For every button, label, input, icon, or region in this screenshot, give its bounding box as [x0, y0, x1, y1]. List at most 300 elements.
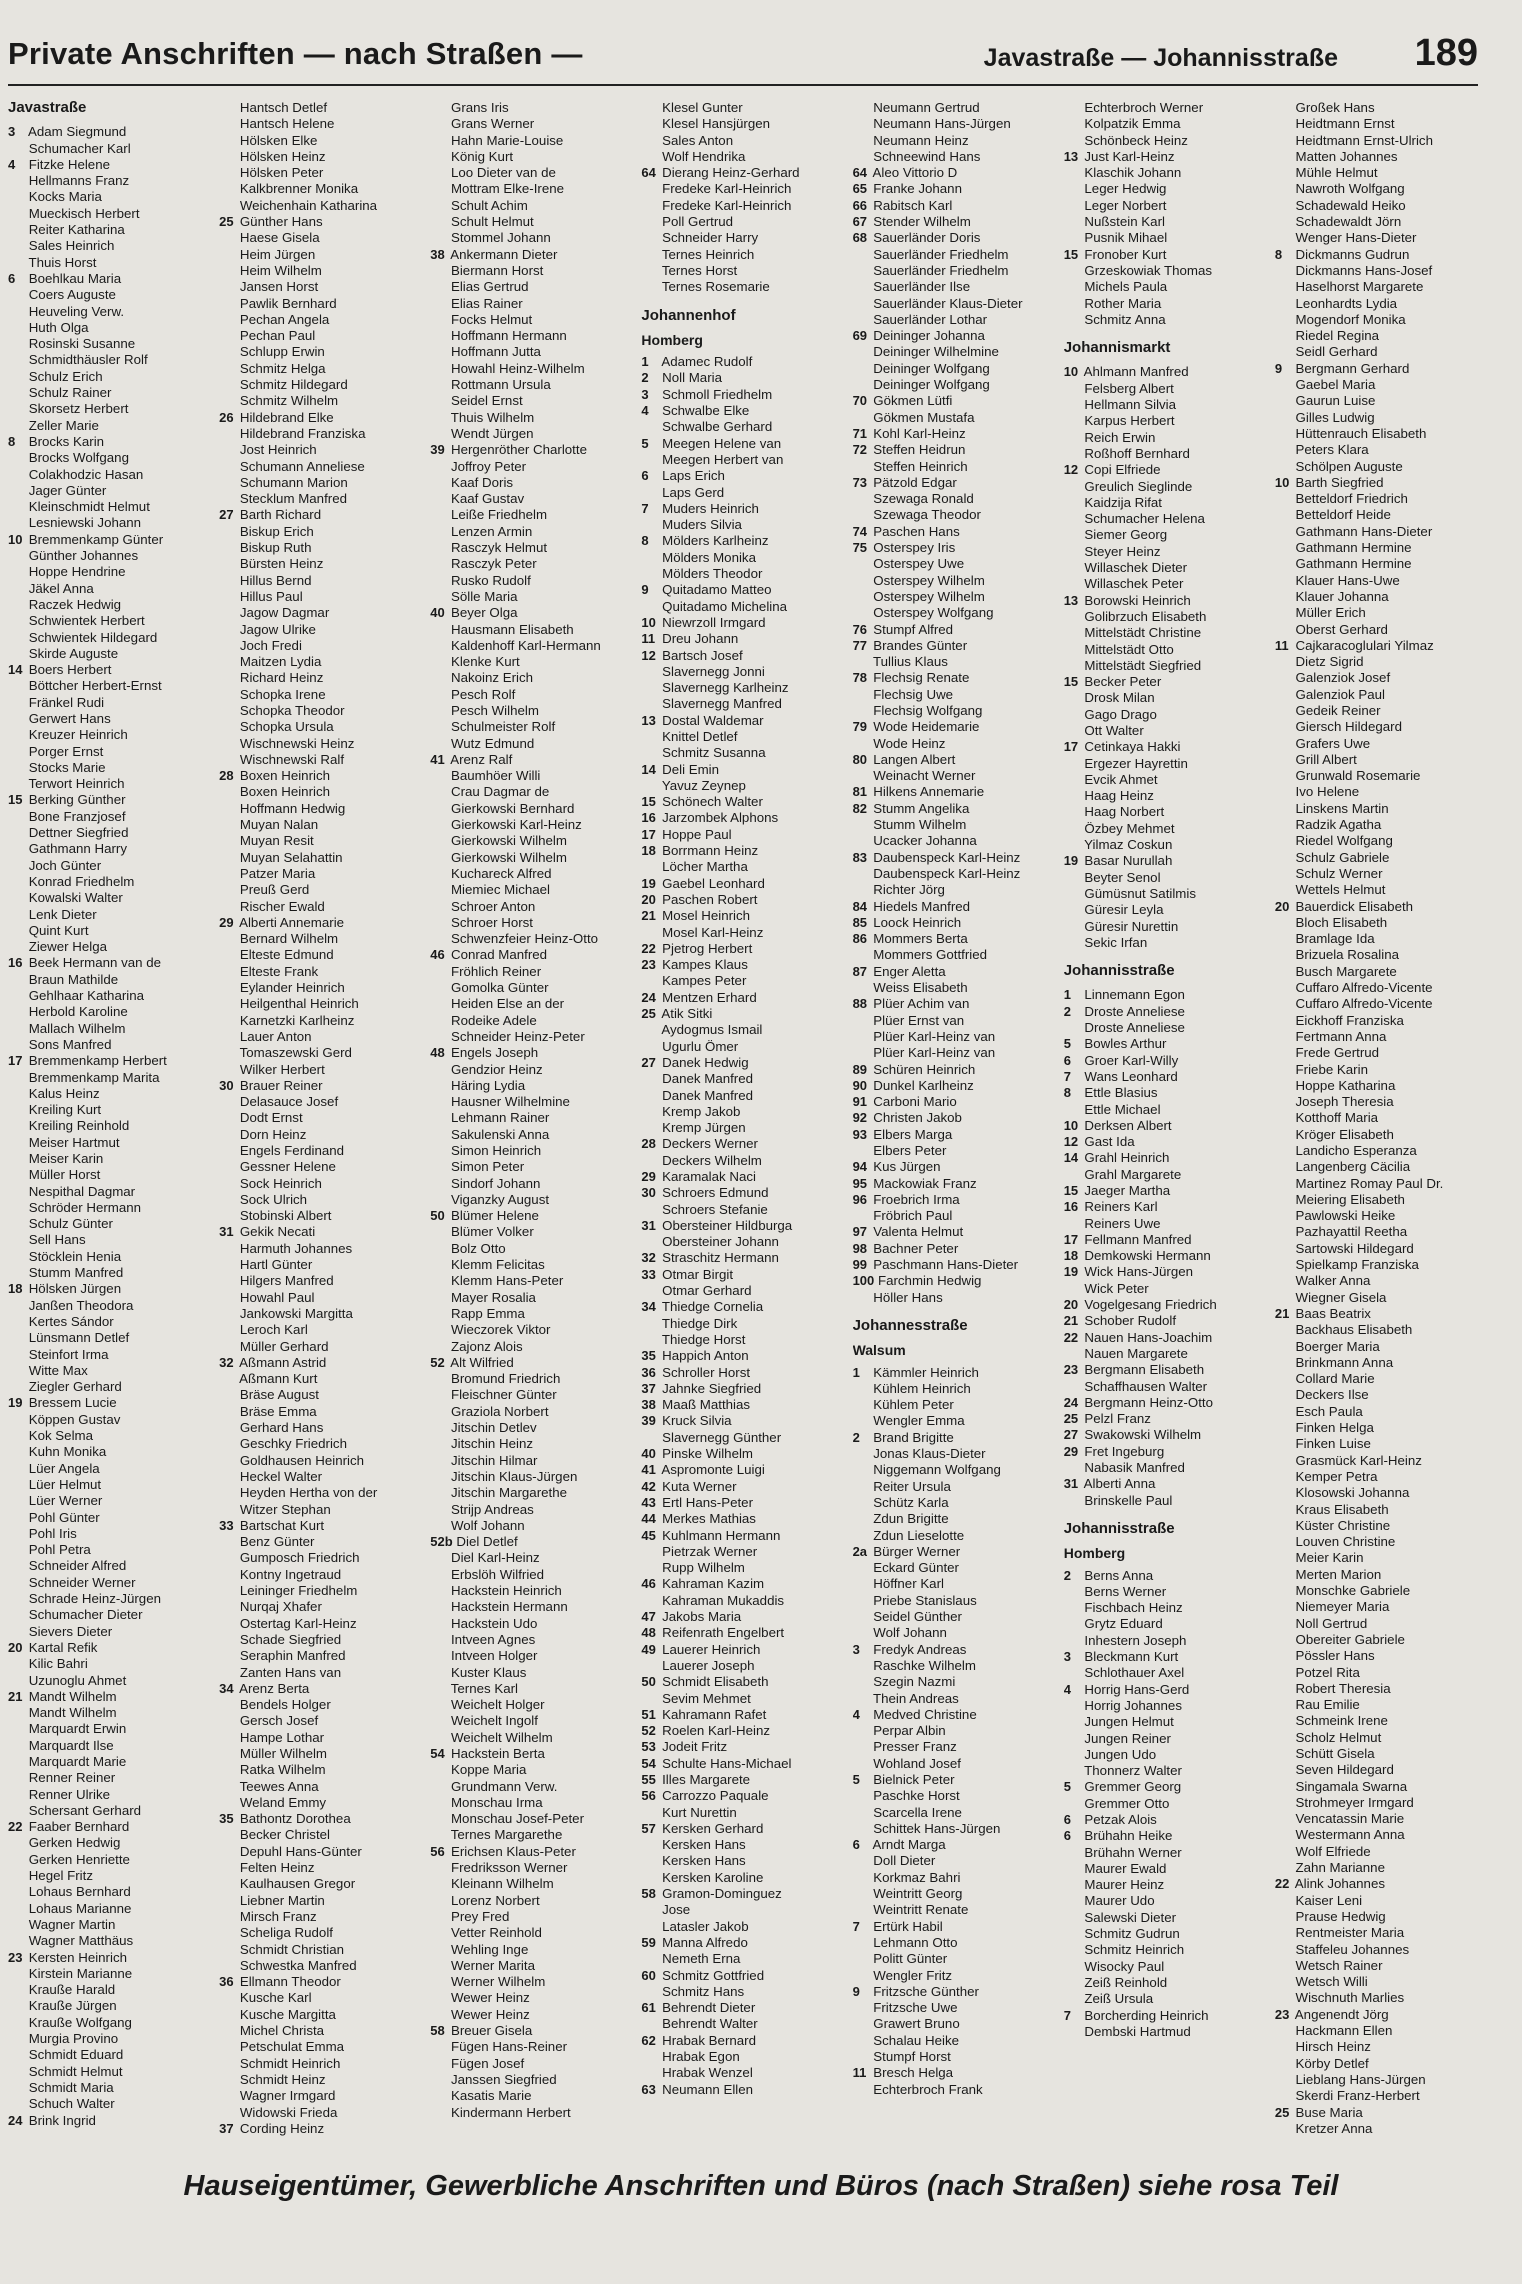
resident-name: Zdun Lieselotte	[869, 1527, 965, 1543]
resident-entry	[853, 1756, 1056, 1772]
resident-name: Matten Johannes	[1291, 148, 1398, 164]
resident-entry	[853, 1495, 1056, 1511]
resident-name: Hillus Paul	[236, 588, 303, 604]
resident-name: Fret Ingeburg	[1080, 1443, 1165, 1459]
resident-name: Gümüsnut Satilmis	[1080, 885, 1196, 901]
resident-name: Pohl Petra	[25, 1542, 91, 1558]
resident-name: Viganzky August	[447, 1191, 550, 1207]
resident-entry	[641, 116, 844, 132]
resident-entry	[219, 1355, 422, 1371]
resident-entry	[430, 1192, 633, 1208]
resident-entry	[1064, 1036, 1267, 1052]
resident-entry	[853, 1609, 1056, 1625]
resident-name: Bartschat Kurt	[236, 1517, 325, 1533]
resident-name: Meier Karin	[1291, 1550, 1364, 1566]
resident-name: Meegen Helene van	[658, 435, 782, 451]
resident-entry	[1064, 462, 1267, 478]
resident-name: Terwort Heinrich	[25, 776, 125, 792]
resident-name: Bernard Wilhelm	[236, 931, 339, 947]
house-number: 24	[8, 2112, 23, 2128]
resident-entry	[430, 1665, 633, 1681]
resident-name: Schönech Walter	[658, 794, 763, 810]
resident-name: Wewer Heinz	[447, 1990, 530, 2006]
column-1	[8, 100, 211, 2150]
resident-entry	[1275, 296, 1478, 312]
house-number: 10	[1063, 1117, 1079, 1133]
resident-name: Vogelgesang Friedrich	[1080, 1297, 1217, 1313]
resident-name: Bromund Friedrich	[447, 1371, 561, 1387]
resident-name: Müller Gerhard	[236, 1338, 329, 1354]
resident-entry	[219, 980, 422, 996]
resident-entry	[641, 1984, 844, 2000]
resident-name: Rusko Rudolf	[447, 572, 531, 588]
resident-name: Gierkowski Wilhelm	[447, 833, 567, 849]
house-number: 37	[219, 2120, 234, 2136]
resident-name: Stender Wilhelm	[869, 214, 971, 230]
resident-name: Focks Helmut	[447, 311, 533, 327]
resident-entry	[853, 866, 1056, 882]
resident-entry	[430, 589, 633, 605]
resident-entry	[430, 719, 633, 735]
resident-entry	[219, 1257, 422, 1273]
house-number: 68	[852, 230, 868, 246]
resident-name: Lohaus Bernhard	[25, 1884, 131, 1900]
resident-name: Schult Achim	[447, 197, 528, 213]
resident-entry	[853, 605, 1056, 621]
resident-entry	[219, 899, 422, 915]
resident-name: Schmidt Heinrich	[236, 2055, 341, 2071]
resident-name: Engels Joseph	[447, 1045, 539, 1061]
house-number: 93	[852, 1126, 868, 1142]
resident-name: Jansen Horst	[236, 279, 319, 295]
resident-entry	[641, 1071, 844, 1087]
resident-name: Küster Christine	[1291, 1517, 1391, 1533]
resident-entry	[1275, 850, 1478, 866]
resident-name: Nawroth Wolfgang	[1291, 181, 1405, 197]
resident-entry	[8, 1950, 211, 1966]
resident-name: Jagow Dagmar	[236, 605, 330, 621]
resident-name: Eylander Heinrich	[236, 980, 345, 996]
resident-entry	[1275, 964, 1478, 980]
resident-name: Müller Erich	[1291, 605, 1366, 621]
resident-entry	[8, 1933, 211, 1949]
resident-entry	[641, 908, 844, 924]
resident-entry	[430, 1958, 633, 1974]
house-number: 55	[641, 1771, 656, 1787]
resident-entry	[853, 214, 1056, 230]
resident-name: Klesel Hansjürgen	[658, 116, 771, 132]
resident-name: Wick Peter	[1080, 1280, 1149, 1296]
resident-name: Jodeit Fritz	[658, 1739, 728, 1755]
resident-name: Brühahn Heike	[1080, 1828, 1173, 1844]
resident-entry	[1275, 149, 1478, 165]
resident-name: Biskup Ruth	[236, 540, 312, 556]
house-number: 21	[8, 1688, 23, 1704]
resident-name: Bowles Arthur	[1080, 1036, 1167, 1052]
resident-entry	[430, 1387, 633, 1403]
resident-name: Hüttenrauch Elisabeth	[1291, 425, 1427, 441]
resident-name: Kindermann Herbert	[447, 2104, 571, 2120]
resident-entry	[1275, 784, 1478, 800]
resident-entry	[853, 784, 1056, 800]
resident-name: Leininger Friedhelm	[236, 1583, 358, 1599]
resident-name: Slavernegg Günther	[658, 1429, 782, 1445]
resident-entry	[641, 279, 844, 295]
house-number: 69	[852, 328, 868, 344]
resident-entry	[853, 2000, 1056, 2016]
resident-name: Renner Reiner	[25, 1770, 116, 1786]
resident-name: Schneider Alfred	[25, 1558, 127, 1574]
resident-name: Hantsch Helene	[236, 116, 335, 132]
house-number: 46	[430, 947, 445, 963]
resident-name: Dembski Hartmud	[1080, 2023, 1191, 2039]
resident-entry	[1064, 511, 1267, 527]
resident-entry	[430, 2007, 633, 2023]
resident-name: Steffen Heidrun	[869, 442, 966, 458]
resident-name: Gaurun Luise	[1291, 393, 1376, 409]
resident-name: Bolz Otto	[447, 1240, 506, 1256]
resident-entry	[219, 1779, 422, 1795]
resident-entry	[641, 149, 844, 165]
resident-name: Gökmen Lütfi	[869, 393, 953, 409]
resident-name: Leger Hedwig	[1080, 181, 1167, 197]
house-number: 23	[1063, 1362, 1079, 1378]
resident-entry	[641, 1528, 844, 1544]
resident-entry	[1064, 381, 1267, 397]
resident-entry	[853, 1691, 1056, 1707]
resident-entry	[1064, 397, 1267, 413]
resident-entry	[1275, 1795, 1478, 1811]
resident-entry	[853, 882, 1056, 898]
resident-name: Schmitz Anna	[1080, 311, 1166, 327]
resident-name: Vetter Reinhold	[447, 1925, 542, 1941]
resident-entry	[853, 768, 1056, 784]
resident-entry	[1064, 1330, 1267, 1346]
resident-name: Groer Karl-Willy	[1080, 1052, 1179, 1068]
resident-name: Jungen Helmut	[1080, 1714, 1174, 1730]
house-number: 16	[641, 810, 656, 826]
resident-name: Slavernegg Jonni	[658, 663, 765, 679]
resident-entry	[219, 1062, 422, 1078]
resident-entry	[1064, 1682, 1267, 1698]
resident-name: Schulz Erich	[25, 368, 103, 384]
house-number: 4	[852, 1706, 860, 1722]
house-number: 86	[852, 931, 868, 947]
resident-name: Stumpf Horst	[869, 2049, 951, 2065]
resident-entry	[1064, 853, 1267, 869]
resident-entry	[219, 1453, 422, 1469]
resident-entry	[430, 247, 633, 263]
resident-entry	[1064, 1476, 1267, 1492]
resident-entry	[430, 1029, 633, 1045]
resident-name: Sölle Maria	[447, 588, 518, 604]
resident-entry	[8, 304, 211, 320]
resident-name: Dierang Heinz-Gerhard	[658, 165, 800, 181]
resident-name: Güresir Nurettin	[1080, 918, 1179, 934]
resident-entry	[1275, 1208, 1478, 1224]
resident-name: Hoppe Katharina	[1291, 1077, 1396, 1093]
resident-name: Cetinkaya Hakki	[1080, 739, 1181, 755]
resident-entry	[8, 597, 211, 613]
house-number: 62	[641, 2032, 656, 2048]
resident-entry	[219, 605, 422, 621]
house-number: 81	[852, 784, 868, 800]
house-number: 7	[641, 500, 649, 516]
house-number: 15	[1063, 246, 1079, 262]
resident-name: Eickhoff Franziska	[1291, 1012, 1404, 1028]
resident-entry	[430, 2105, 633, 2121]
resident-entry	[1275, 1583, 1478, 1599]
resident-entry	[219, 964, 422, 980]
resident-name: Kuhn Monika	[25, 1444, 107, 1460]
resident-entry	[8, 1118, 211, 1134]
resident-name: Witzer Stephan	[236, 1501, 331, 1517]
resident-name: Mandt Wilhelm	[25, 1705, 117, 1721]
resident-name: Ternes Heinrich	[658, 246, 755, 262]
resident-entry	[1064, 1714, 1267, 1730]
resident-name: Blümer Volker	[447, 1224, 534, 1240]
resident-entry	[219, 247, 422, 263]
resident-name: Ziegler Gerhard	[25, 1379, 122, 1395]
resident-entry	[1064, 100, 1267, 116]
resident-entry	[1275, 947, 1478, 963]
resident-entry	[853, 670, 1056, 686]
resident-entry	[853, 263, 1056, 279]
house-number: 22	[1274, 1876, 1290, 1892]
resident-entry	[1064, 1346, 1267, 1362]
resident-name: Seraphin Manfred	[236, 1648, 346, 1664]
resident-name: Ternes Margarethe	[447, 1827, 563, 1843]
resident-entry	[8, 744, 211, 760]
resident-entry	[853, 344, 1056, 360]
resident-entry	[1064, 1167, 1267, 1183]
resident-entry	[853, 980, 1056, 996]
resident-name: Aßmann Kurt	[236, 1371, 318, 1387]
resident-entry	[641, 485, 844, 501]
resident-name: Reich Erwin	[1080, 429, 1156, 445]
resident-name: Kolpatzik Emma	[1080, 116, 1181, 132]
resident-entry	[853, 1560, 1056, 1576]
resident-entry	[853, 1273, 1056, 1289]
resident-entry	[430, 214, 633, 230]
resident-entry	[641, 1756, 844, 1772]
resident-name: Seidel Ernst	[447, 393, 523, 409]
resident-name: Güresir Leyla	[1080, 902, 1164, 918]
resident-entry	[641, 1576, 844, 1592]
resident-name: Haese Gisela	[236, 230, 320, 246]
house-number: 88	[852, 996, 868, 1012]
resident-name: Slavernegg Manfred	[658, 696, 782, 712]
resident-entry	[1275, 1632, 1478, 1648]
house-number: 15	[1063, 1183, 1079, 1198]
resident-name: Kreuzer Heinrich	[25, 727, 128, 743]
resident-entry	[430, 181, 633, 197]
resident-entry	[8, 1754, 211, 1770]
street-heading: Johannenhof	[641, 306, 736, 324]
resident-name: Alt Wilfried	[447, 1354, 514, 1370]
resident-name: Häring Lydia	[447, 1077, 526, 1093]
resident-name: Droste Anneliese	[1080, 1020, 1185, 1036]
house-number: 43	[641, 1494, 656, 1510]
resident-entry	[219, 2056, 422, 2072]
resident-name: Stöcklein Henia	[25, 1248, 122, 1264]
resident-entry	[219, 1632, 422, 1648]
resident-entry	[641, 1169, 844, 1185]
house-number: 7	[1063, 2007, 1071, 2023]
resident-entry	[641, 133, 844, 149]
resident-entry	[8, 890, 211, 906]
resident-name: Cajkaracoglulari Yilmaz	[1291, 637, 1434, 653]
resident-name: Schroers Stefanie	[658, 1201, 768, 1217]
resident-name: Skirde Auguste	[25, 645, 119, 661]
resident-name: Kocks Maria	[25, 189, 102, 205]
resident-entry	[1064, 446, 1267, 462]
resident-entry	[8, 141, 211, 157]
resident-name: Froebrich Irma	[869, 1191, 960, 1207]
resident-entry	[1064, 1134, 1267, 1150]
resident-entry	[219, 1224, 422, 1240]
house-number: 13	[641, 712, 656, 728]
resident-entry	[853, 540, 1056, 556]
resident-name: Schopka Irene	[236, 686, 326, 702]
resident-name: Schmidt Elisabeth	[658, 1674, 769, 1690]
resident-entry	[1064, 987, 1267, 1003]
house-number: 47	[641, 1609, 656, 1625]
resident-name: Thonnerz Walter	[1080, 1763, 1182, 1779]
resident-name: Bramlage Ida	[1291, 931, 1375, 947]
resident-entry	[219, 1550, 422, 1566]
resident-entry	[430, 1290, 633, 1306]
resident-name: Ahlmann Manfred	[1080, 364, 1189, 380]
resident-entry	[8, 2096, 211, 2112]
resident-entry	[1275, 491, 1478, 507]
resident-entry	[1275, 2039, 1478, 2055]
resident-entry	[430, 1583, 633, 1599]
resident-name: Stumm Angelika	[869, 800, 970, 816]
resident-name: Sindorf Johann	[447, 1175, 541, 1191]
resident-entry	[430, 1681, 633, 1697]
resident-name: Liebner Martin	[236, 1892, 325, 1908]
resident-entry	[1275, 1176, 1478, 1192]
resident-name: Hölsken Jürgen	[25, 1281, 122, 1297]
resident-entry	[430, 1485, 633, 1501]
house-number: 1	[641, 354, 649, 370]
resident-entry	[8, 499, 211, 515]
house-number: 9	[641, 582, 649, 598]
resident-entry	[1064, 1264, 1267, 1280]
resident-name: Sievers Dieter	[25, 1623, 113, 1639]
resident-name: Esch Paula	[1291, 1403, 1363, 1419]
resident-entry	[853, 133, 1056, 149]
resident-name: Meiering Elisabeth	[1291, 1191, 1405, 1207]
resident-entry	[1275, 915, 1478, 931]
resident-name: Schulz Werner	[1291, 865, 1383, 881]
house-number: 14	[641, 761, 656, 777]
resident-name: Brocks Wolfgang	[25, 450, 129, 466]
house-number: 8	[1274, 246, 1283, 262]
resident-name: Kraus Elisabeth	[1291, 1501, 1389, 1517]
resident-name: Fügen Josef	[447, 2055, 525, 2071]
resident-name: Weichelt Wilhelm	[447, 1729, 553, 1745]
house-number: 27	[1063, 1427, 1079, 1443]
resident-entry	[853, 1045, 1056, 1061]
district-heading: Walsum	[852, 1342, 906, 1359]
resident-entry	[1064, 1991, 1267, 2007]
house-number: 14	[8, 662, 23, 678]
resident-entry	[853, 1208, 1056, 1224]
resident-entry	[8, 401, 211, 417]
resident-entry	[1064, 495, 1267, 511]
resident-entry	[1064, 609, 1267, 625]
resident-name: Fügen Hans-Reiner	[447, 2039, 568, 2055]
resident-name: Osterspey Wilhelm	[869, 588, 985, 604]
resident-entry	[430, 736, 633, 752]
resident-entry	[853, 1110, 1056, 1126]
resident-entry	[430, 1534, 633, 1550]
resident-entry	[1275, 198, 1478, 214]
resident-entry	[430, 1224, 633, 1240]
house-number: 54	[430, 1745, 445, 1761]
resident-entry	[219, 719, 422, 735]
resident-name: Boxen Heinrich	[236, 768, 331, 784]
resident-name: Hildebrand Elke	[236, 409, 334, 425]
resident-name: Gendzior Heinz	[447, 1061, 543, 1077]
resident-name: Heidtmann Ernst	[1291, 116, 1395, 132]
resident-entry	[1064, 658, 1267, 674]
house-number: 31	[1063, 1476, 1079, 1492]
resident-name: Vencatassin Marie	[1291, 1811, 1405, 1827]
resident-name: Scarcella Irene	[869, 1804, 962, 1820]
house-number: 24	[1063, 1394, 1079, 1410]
resident-entry	[1064, 430, 1267, 446]
resident-entry	[1275, 1355, 1478, 1371]
resident-name: Marquardt Erwin	[25, 1721, 127, 1737]
house-number: 10	[641, 614, 656, 630]
resident-name: Petzak Alois	[1080, 1811, 1157, 1827]
resident-name: Mommers Berta	[869, 931, 968, 947]
resident-name: Kusche Margitta	[236, 2006, 336, 2022]
house-number: 3	[641, 386, 649, 402]
resident-entry	[853, 1739, 1056, 1755]
resident-name: Wehling Inge	[447, 1941, 529, 1957]
resident-entry	[641, 599, 844, 615]
resident-name: Carrozzo Paquale	[658, 1788, 769, 1804]
resident-entry	[219, 1339, 422, 1355]
resident-name: Elbers Marga	[869, 1126, 953, 1142]
resident-name: Karnetzki Karlheinz	[236, 1012, 355, 1028]
resident-entry	[219, 1013, 422, 1029]
resident-name: Schroer Anton	[447, 898, 536, 914]
resident-name: Quitadamo Michelina	[658, 598, 788, 614]
resident-entry	[1064, 1731, 1267, 1747]
resident-name: Kaaf Doris	[447, 474, 514, 490]
resident-name: Mallach Wilhelm	[25, 1020, 126, 1036]
resident-entry	[641, 1381, 844, 1397]
resident-entry	[1275, 1127, 1478, 1143]
page-header	[8, 28, 1478, 86]
resident-entry	[430, 1502, 633, 1518]
resident-entry	[430, 1697, 633, 1713]
resident-name: Gremmer Otto	[1080, 1795, 1170, 1811]
resident-entry	[219, 1078, 422, 1094]
resident-name: Wendt Jürgen	[447, 425, 534, 441]
resident-entry	[8, 1102, 211, 1118]
resident-name: Bachner Peter	[869, 1240, 959, 1256]
house-number: 33	[641, 1266, 656, 1282]
resident-entry	[1275, 1241, 1478, 1257]
resident-entry	[1275, 1404, 1478, 1420]
resident-name: Richter Jörg	[869, 882, 945, 898]
